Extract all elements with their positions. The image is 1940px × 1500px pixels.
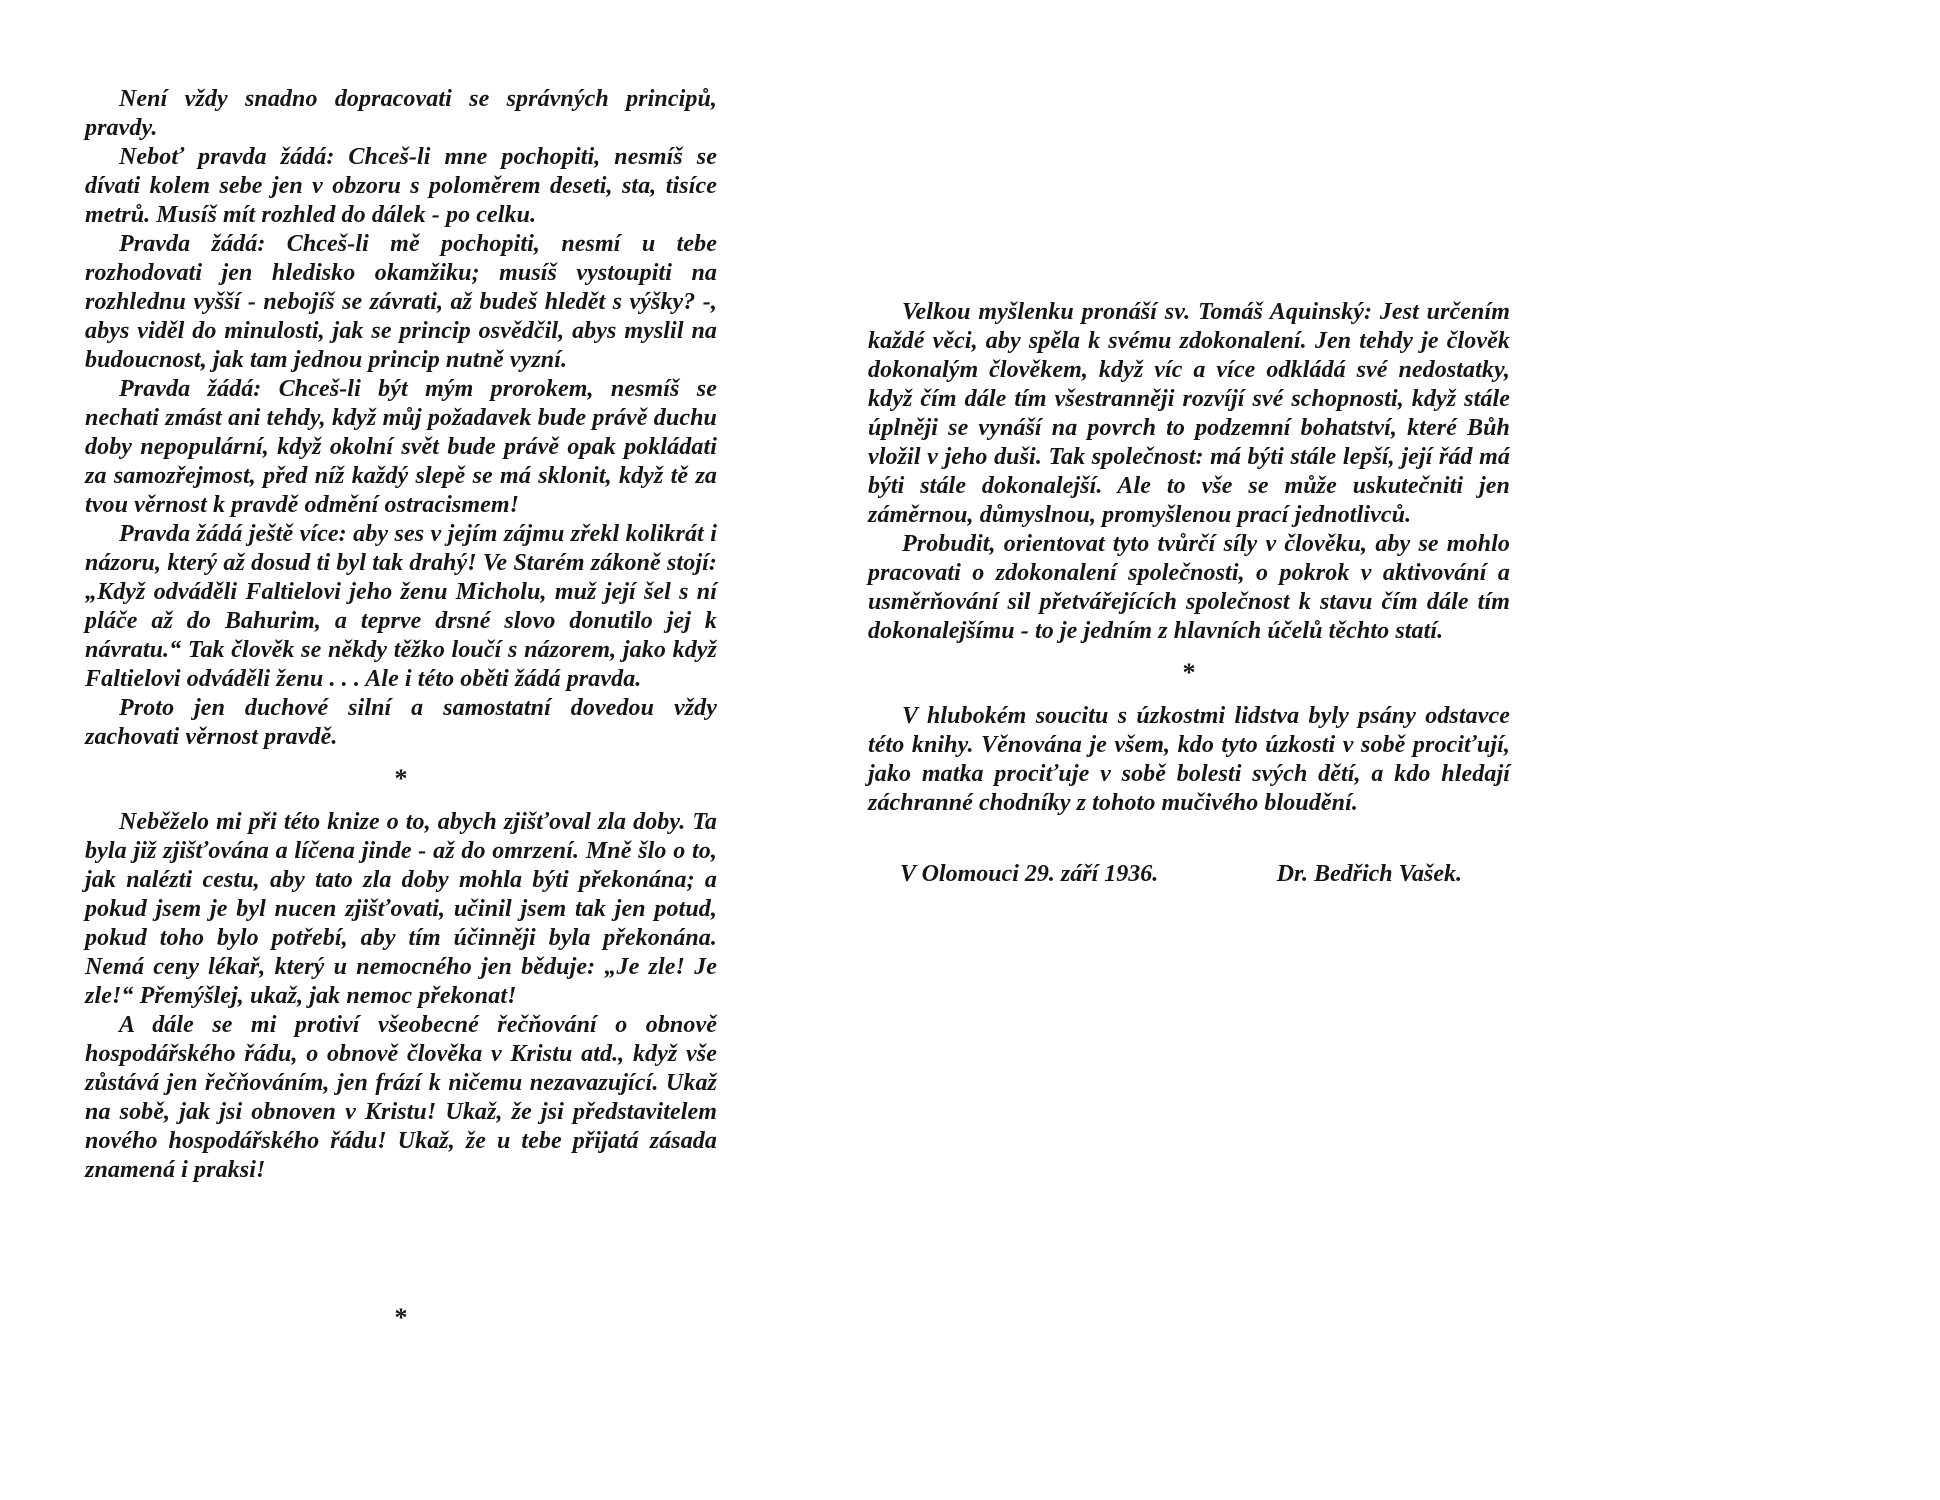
paragraph: Neboť pravda žádá: Chceš-li mne pochopiti, nesmíš se dívati kolem sebe jen v obzoru s poloměrem deseti, sta, tisíce metrů. Musíš mít rozhled do dálek - po celku.	[85, 144, 717, 228]
dateline	[868, 860, 1510, 889]
paragraph: Pravda žádá: Chceš-li být mým prorokem, nesmíš se nechati zmást ani tehdy, když můj požadavek bude právě duchu doby nepopulární, když okolní svět bude právě opak pokládati za samozřejmost, před níž každý slepě se má sklonit, když tě za tvou věrnost k pravdě odmění ostracismem!	[85, 376, 717, 518]
left-page	[85, 85, 717, 1347]
dateline-place-date: V Olomouci 29. září 1936.	[900, 861, 1159, 887]
paragraph: Proto jen duchové silní a samostatní dovedou vždy zachovati věrnost pravdě.	[85, 695, 717, 750]
section-separator-asterisk: *	[394, 1303, 408, 1332]
paragraph: Neběželo mi při této knize o to, abych zjišťoval zla doby. Ta byla již zjišťována a líčena jinde - až do omrzení. Mně šlo o to, jak nalézti cestu, aby tato zla doby mohla býti překonána; a pokud jsem je byl nucen zjišťovati, učinil jsem tak jen potud, pokud toho bylo potřebí, aby tím účinněji byla překonána. Nemá ceny lékař, který u nemocného jen běduje: „Je zle! Je zle!“ Přemýšlej, ukaž, jak nemoc překonat!	[85, 809, 717, 1009]
paragraph: Velkou myšlenku pronáší sv. Tomáš Aquinský: Jest určením každé věci, aby spěla k svému zdokonalení. Jen tehdy je člověk dokonalým člověkem, když víc a více odkládá své nedostatky, když čím dále tím všestranněji rozvíjí své schopnosti, když stále úplněji se vynáší na povrch to podzemní bohatství, které Bůh vložil v jeho duši. Tak společnost: má býti stále lepší, její řád má býti stále dokonalejší. Ale to vše se může uskutečniti jen záměrnou, důmyslnou, promyšlenou prací jednotlivců.	[868, 299, 1510, 528]
paragraph: Není vždy snadno dopracovati se správných principů, pravdy.	[85, 86, 717, 141]
paragraph: V hlubokém soucitu s úzkostmi lidstva byly psány odstavce této knihy. Věnována je všem, kdo tyto úzkosti v sobě prociťují, jako matka prociťuje v sobě bolesti svých dětí, a kdo hledají záchranné chodníky z tohoto mučivého bloudění.	[868, 703, 1510, 816]
section-separator-asterisk: *	[394, 764, 408, 793]
paragraph: Pravda žádá ještě více: aby ses v jejím zájmu zřekl kolikrát i názoru, který až dosud ti byl tak drahý! Ve Starém zákoně stojí: „Když odváděli Faltielovi jeho ženu Micholu, muž její šel s ní pláče až do Bahurim, a teprve drsné slovo donutilo jej k návratu.“ Tak člověk se někdy těžko loučí s názorem, jako když Faltielovi odváděli ženu . . . Ale i této oběti žádá pravda.	[85, 521, 717, 692]
dateline-author: Dr. Bedřich Vašek.	[1276, 861, 1462, 887]
paragraph: Probudit, orientovat tyto tvůrčí síly v člověku, aby se mohlo pracovati o zdokonalení společnosti, o pokrok v aktivování a usměrňování sil přetvářejících společnost k stavu čím dále tím dokonalejšímu - to je jedním z hlavních účelů těchto statí.	[868, 531, 1510, 644]
paragraph: A dále se mi protiví všeobecné řečňování o obnově hospodářského řádu, o obnově člověka v Kristu atd., když vše zůstává jen řečňováním, jen frází k ničemu nezavazující. Ukaž na sobě, jak jsi obnoven v Kristu! Ukaž, že jsi představitelem nového hospodářského řádu! Ukaž, že u tebe přijatá zásada znamená i praksi!	[85, 1012, 717, 1183]
paragraph: Pravda žádá: Chceš-li mě pochopiti, nesmí u tebe rozhodovati jen hledisko okamžiku; musíš vystoupiti na rozhlednu vyšší - nebojíš se závrati, až budeš hledět s výšky? -, abys viděl do minulosti, jak se princip osvědčil, abys myslil na budoucnost, jak tam jednou princip nutně vyzní.	[85, 231, 717, 373]
right-page	[868, 298, 1510, 889]
section-separator-asterisk: *	[1182, 658, 1196, 687]
